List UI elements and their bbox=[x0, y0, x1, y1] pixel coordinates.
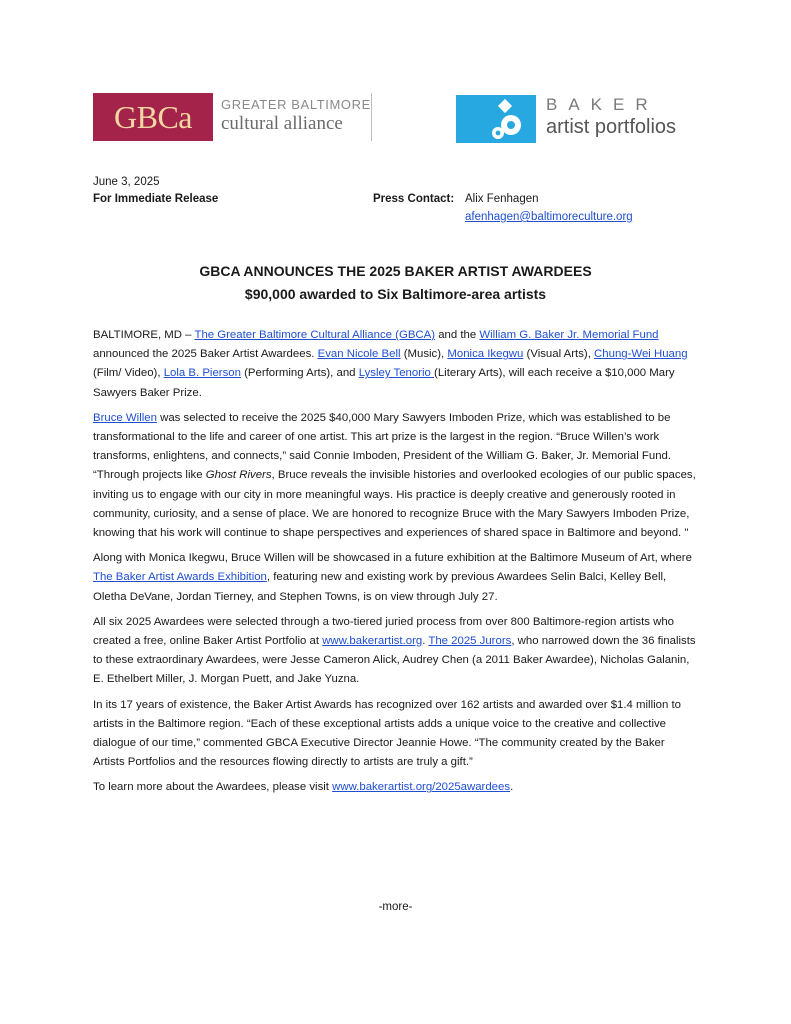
headline-subtitle: $90,000 awarded to Six Baltimore-area artists bbox=[244, 286, 547, 302]
press-contact-name: Alix Fenhagen bbox=[465, 193, 539, 205]
p1-text: (Film/ Video), bbox=[93, 367, 164, 380]
paragraph-learn-more bbox=[93, 778, 698, 797]
paragraph-exhibition bbox=[93, 549, 698, 607]
paragraph-imboden-prize bbox=[93, 409, 698, 543]
gbca-logo-line2: cultural alliance bbox=[221, 113, 343, 134]
p1-text: and the bbox=[435, 329, 480, 341]
ghost-rivers-title: Ghost Rivers bbox=[205, 469, 272, 482]
p4-text: All six 2025 Awardees were selected through a two-tiered juried process from over 800 Baltimore-region artists who created a free, online Baker Artist Portfolio at bbox=[93, 615, 674, 648]
jurors-link[interactable]: The 2025 Jurors bbox=[428, 635, 512, 648]
exhibition-link[interactable]: The Baker Artist Awards Exhibition bbox=[93, 571, 267, 584]
bakerartist-site-link[interactable]: www.bakerartist.org bbox=[322, 635, 423, 648]
gbca-link[interactable]: The Greater Baltimore Cultural Alliance (GBCA) bbox=[194, 329, 436, 341]
p2-text: was selected to receive the 2025 $40,000 Mary Sawyers Imboden Prize, which was established to be transformational to the life and career of one artist. This art prize is the largest in the region. “Bruce Willen’s work transforms, enlightens, and connects,” said Connie Imboden, President of the William G. Baker, Jr. Memorial Fund. “Through projects like bbox=[93, 411, 672, 482]
headline-title: GBCA ANNOUNCES THE 2025 BAKER ARTIST AWARDEES bbox=[199, 263, 592, 279]
gbca-logo-line1: GREATER BALTIMORE bbox=[221, 97, 371, 112]
baker-logo-line2: artist portfolios bbox=[546, 116, 677, 138]
baker-logo-mark bbox=[456, 95, 536, 143]
baker-logo bbox=[456, 95, 706, 143]
p1-text: (Performing Arts), and bbox=[240, 367, 359, 380]
lysley-tenorio-link[interactable]: Lysley Tenorio bbox=[358, 367, 435, 380]
baker-b-icon bbox=[456, 95, 536, 143]
p2-text: , Bruce reveals the invisible histories and overlooked ecologies of our public spaces, inviting us to engage with our city in more meaningful ways. His practice is deeply creative and generously rooted in community, curiosity, and a sense of place. We are honored to recognize Bruce with the Mary Sawyers Imboden Prize, knowing that his work will continue to shape perspectives and experiences of shared space in Baltimore and beyond. " bbox=[93, 469, 696, 540]
gbca-logo bbox=[93, 93, 375, 141]
p6-text: To learn more about the Awardees, please visit bbox=[93, 781, 333, 794]
gbca-logo-mark: GBCa bbox=[93, 93, 213, 141]
press-contact-email-link[interactable]: afenhagen@baltimoreculture.org bbox=[465, 211, 633, 223]
baker-fund-link[interactable]: William G. Baker Jr. Memorial Fund bbox=[479, 329, 659, 341]
press-contact-email-wrap bbox=[465, 208, 633, 226]
gbca-logo-text bbox=[221, 97, 371, 135]
paragraph-jurors bbox=[93, 613, 698, 690]
press-contact-label: Press Contact: bbox=[373, 193, 455, 205]
p5-text: In its 17 years of existence, the Baker Artist Awards has recognized over 162 artists and awarded over $1.4 million to artists in the Baltimore region. “Each of these exceptional artists adds a unique voice to the creative and collective dialogue of our time,” commented GBCA Executive Director Jeannie Howe. “The community created by the Baker Artists Portfolios and the resources flowing directly to artists are truly a gift.” bbox=[93, 698, 681, 769]
more-indicator: -more- bbox=[378, 901, 413, 913]
p3-text: Along with Monica Ikegwu, Bruce Willen will be showcased in a future exhibition at the Baltimore Museum of Art, where bbox=[93, 552, 692, 565]
paragraph-history bbox=[93, 696, 698, 773]
chung-wei-huang-link[interactable]: Chung-Wei Huang bbox=[594, 348, 688, 361]
p1-text: (Literary Arts), will each receive a $10,000 Mary Sawyers Baker Prize. bbox=[93, 367, 675, 399]
monica-ikegwu-link[interactable]: Monica Ikegwu bbox=[447, 348, 524, 361]
p4-text: , who narrowed down the 36 finalists to these extraordinary Awardees, were Jesse Cameron Alick, Audrey Chen (a 2011 Baker Awardee), Nicholas Galanin, E. Ethelbert Miller, J. Morgan Puett, and Jake Yuzna. bbox=[93, 635, 696, 686]
evan-nicole-bell-link[interactable]: Evan Nicole Bell bbox=[317, 348, 401, 361]
p6-text: . bbox=[510, 781, 514, 794]
release-type: For Immediate Release bbox=[93, 193, 219, 205]
press-release-body bbox=[93, 326, 698, 804]
p1-text: BALTIMORE, MD – bbox=[93, 329, 195, 341]
lola-b-pierson-link[interactable]: Lola B. Pierson bbox=[163, 367, 241, 380]
p1-text: (Visual Arts), bbox=[523, 348, 595, 361]
baker-logo-line1: BAKER bbox=[546, 95, 659, 114]
p1-text: (Music), bbox=[400, 348, 448, 361]
release-date: June 3, 2025 bbox=[93, 176, 160, 188]
p1-text: announced the 2025 Baker Artist Awardees. bbox=[93, 348, 318, 361]
paragraph-awardees bbox=[93, 326, 698, 403]
bruce-willen-link[interactable]: Bruce Willen bbox=[93, 411, 157, 424]
gbca-logo-divider bbox=[371, 93, 372, 141]
awardees-page-link[interactable]: www.bakerartist.org/2025awardees bbox=[332, 781, 511, 794]
p4-text: . bbox=[422, 635, 429, 648]
p3-text: , featuring new and existing work by previous Awardees Selin Balci, Kelley Bell, Oletha DeVane, Jordan Tierney, and Stephen Towns, is on view through July 27. bbox=[93, 571, 667, 603]
